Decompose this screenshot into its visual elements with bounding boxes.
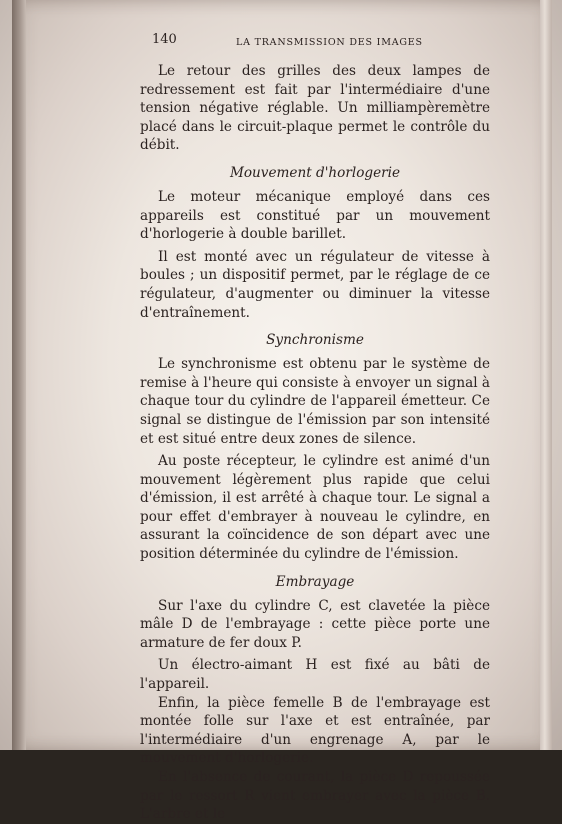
page-gutter-shadow bbox=[12, 0, 26, 750]
synchronisme-paragraph-2: Au poste récepteur, le cylindre est animé d'un mouvement légèrement plus rapide que celui d'émission, il est arrêté à chaque tour. Le signal a pour effet d'embrayer à nouveau le cylindre, en assurant la coïncidence de son départ avec une position déterminée du cylindre de l'émission. bbox=[140, 453, 490, 563]
embrayage-paragraph-2: Un électro-aimant H est fixé au bâti de l'appareil. bbox=[140, 657, 490, 693]
section-title-horlogerie: Mouvement d'horlogerie bbox=[229, 164, 401, 181]
page-header bbox=[140, 28, 490, 48]
embrayage-paragraph-1: Sur l'axe du cylindre C, est clavetée la pièce mâle D de l'embrayage : cette pièce porte une armature de fer doux P. bbox=[140, 597, 490, 651]
section-title-synchronisme: Synchronisme bbox=[266, 332, 364, 349]
intro-paragraph: Le retour des grilles des deux lampes de redressement est fait par l'intermédiaire d'une tension négative réglable. Un milliampèremètre placé dans le circuit-plaque permet le contrôle du débit. bbox=[140, 63, 490, 154]
section-title-embrayage: Embrayage bbox=[275, 573, 355, 590]
page-text-block bbox=[140, 28, 490, 824]
horlogerie-paragraph-1: Le moteur mécanique employé dans ces appareils est constitué par un mouvement d'horlogerie à double barillet. bbox=[140, 188, 490, 243]
embrayage-paragraph-4: En l'absence de courant, la pièce D repoussée par le ressort R vient embrayer avec la pièce B. L'arbre et le bbox=[140, 769, 490, 823]
page-right-edge bbox=[540, 0, 552, 750]
page-number: 140 bbox=[152, 32, 177, 47]
synchronisme-paragraph-1: Le synchronisme est obtenu par le système de remise à l'heure qui consiste à envoyer un signal à chaque tour du cylindre de l'appareil émetteur. Ce signal se distingue de l'émission par son intensité et est situé entre deux zones de silence. bbox=[140, 356, 490, 447]
running-head: LA TRANSMISSION DES IMAGES bbox=[236, 37, 423, 48]
horlogerie-paragraph-2: Il est monté avec un régulateur de vitesse à boules ; un dispositif permet, par le réglage de ce régulateur, d'augmenter ou diminuer la vitesse d'entraînement. bbox=[140, 248, 490, 321]
embrayage-paragraph-3: Enfin, la pièce femelle B de l'embrayage est montée folle sur l'axe et est entraînée, par l'intermédiaire d'un engrenage A, par le mouvement d'horlogerie. bbox=[140, 694, 490, 767]
